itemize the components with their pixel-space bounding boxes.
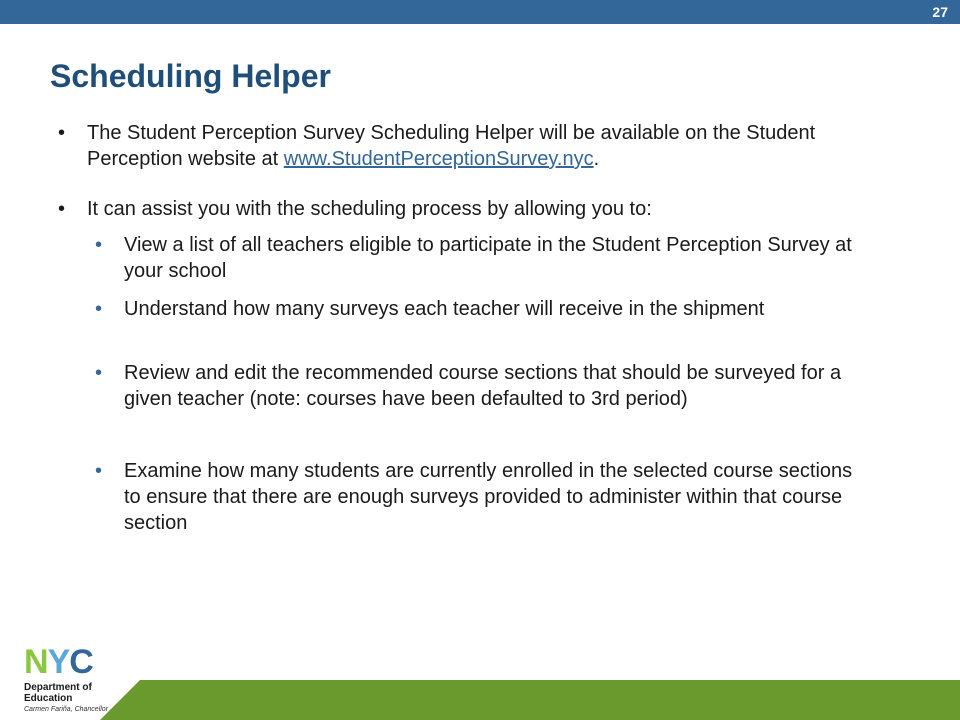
nyc-doe-logo	[24, 645, 144, 717]
website-link[interactable]: www.StudentPerceptionSurvey.nyc	[283, 148, 594, 170]
sub-bullet-course-sections	[95, 360, 855, 412]
sub-bullet-text: Understand how many surveys each teacher will receive in the shipment	[124, 298, 765, 320]
sub-bullet-text: Review and edit the recommended course sections that should be surveyed for a given teacher (note: courses have been defaulted to 3rd period)	[124, 362, 842, 410]
slide-title: Scheduling Helper	[50, 58, 331, 94]
sub-bullet-marker: •	[95, 460, 103, 482]
bullet-availability	[58, 120, 848, 172]
sub-bullet-marker: •	[95, 362, 103, 384]
logo-line-2: Education	[24, 693, 73, 704]
bullet-text-end: .	[593, 148, 600, 170]
sub-bullet-survey-count	[95, 296, 855, 322]
top-bar	[0, 0, 960, 24]
nyc-logo-mark: NYC	[24, 643, 93, 681]
bullet-text: The Student Perception Survey Scheduling Helper will be available on the Student Perception website at	[87, 122, 816, 170]
bullet-marker: •	[58, 122, 66, 144]
sub-bullet-text: Examine how many students are currently enrolled in the selected course sections to ensure that there are enough surveys provided to administer within that course section	[124, 460, 853, 534]
logo-line-1: Department of	[24, 682, 92, 693]
logo-chancellor-line: Carmen Fariña, Chancellor	[24, 706, 109, 713]
sub-bullet-text: View a list of all teachers eligible to participate in the Student Perception Survey at your school	[124, 234, 852, 282]
sub-bullet-marker: •	[95, 234, 103, 256]
bullet-marker: •	[58, 198, 66, 220]
page-number: 27	[932, 4, 948, 20]
footer-green-band	[0, 680, 960, 720]
sub-bullet-enrollment	[95, 458, 855, 536]
bullet-assist	[58, 196, 848, 222]
sub-bullet-teacher-list	[95, 232, 855, 284]
bullet-text: It can assist you with the scheduling process by allowing you to:	[87, 198, 652, 220]
sub-bullet-marker: •	[95, 298, 103, 320]
